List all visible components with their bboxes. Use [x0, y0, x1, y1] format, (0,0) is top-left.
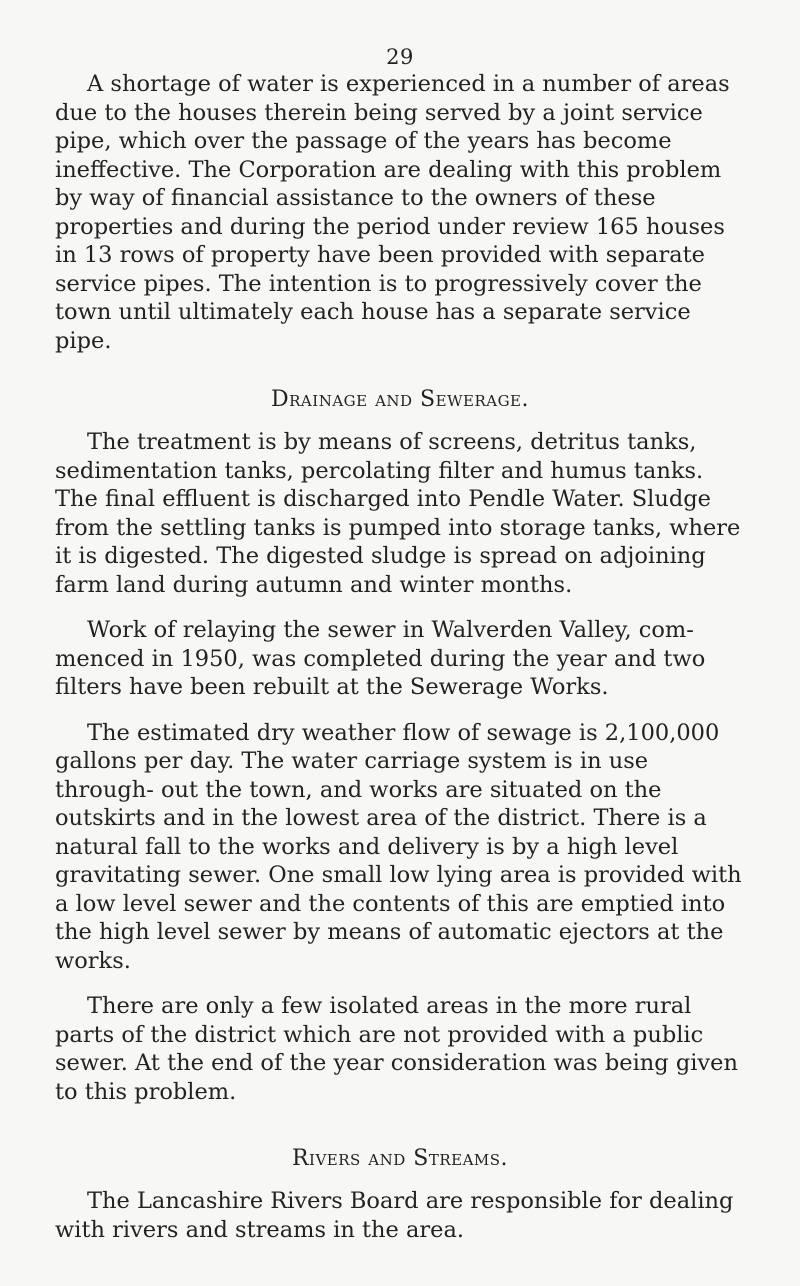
- water-supply-paragraph: A shortage of water is experienced in a number of areas due to the houses therein being served by a joint service pipe, which over the passage of the years has become ineffective. The Corporation are dealing with this problem by way of financial assistance to the owners of these properties and during the period under review 165 houses in 13 rows of property have been provided with separate service pipes. The intention is to progressively cover the town until ultimately each house has a separate service pipe.: [55, 71, 730, 354]
- drainage-paragraph: Work of relaying the sewer in Walverden Valley, com- menced in 1950, was completed during the year and two filters have been rebuilt at the Sewerage Works.: [55, 617, 706, 700]
- page-body: [55, 70, 745, 1244]
- rivers-heading: Rivers and Streams.: [291, 1146, 509, 1171]
- drainage-paragraph: The estimated dry weather flow of sewage is 2,100,000 gallons per day. The water carriage system is in use through- out the town, and works are situated on the outskirts and in the lowest area of the district. There is a natural fall to the works and delivery is by a high level gravitating sewer. One small low lying area is provided with a low level sewer and the contents of this are emptied into the high level sewer by means of automatic ejectors at the works.: [55, 719, 742, 974]
- drainage-heading: Drainage and Sewerage.: [271, 387, 529, 412]
- rivers-paragraph: The Lancashire Rivers Board are responsible for dealing with rivers and streams in the area.: [55, 1188, 734, 1243]
- drainage-paragraph: The treatment is by means of screens, detritus tanks, sedimentation tanks, percolating filter and humus tanks. The final effluent is discharged into Pendle Water. Sludge from the settling tanks is pumped into storage tanks, where it is digested. The digested sludge is spread on adjoining farm land during autumn and winter months.: [55, 429, 741, 598]
- page-number: 29: [386, 45, 414, 69]
- drainage-paragraph: There are only a few isolated areas in the more rural parts of the district which are not provided with a public sewer. At the end of the year consideration was being given to this problem.: [55, 993, 738, 1105]
